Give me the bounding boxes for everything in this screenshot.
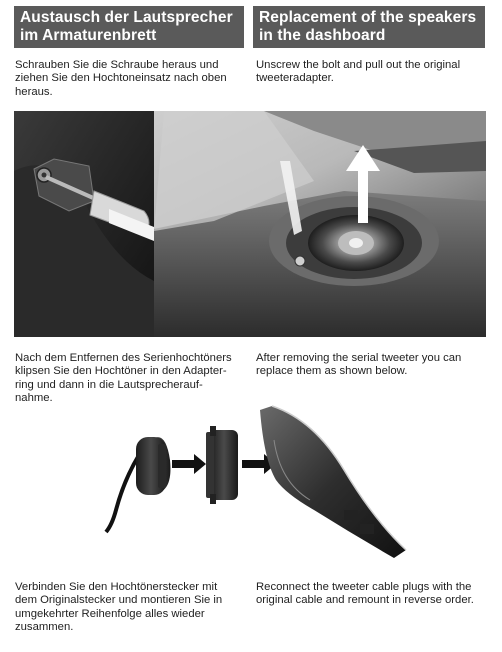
step2-text-german [15, 352, 244, 406]
step2-text-english [256, 352, 485, 379]
heading-english-line1: Replacement of the speakers [259, 9, 477, 26]
text-line: Unscrew the bolt and pull out the original [256, 59, 461, 71]
heading-german-line1: Austausch der Lautsprecher [20, 9, 233, 26]
heading-english-line2: in the dashboard [259, 27, 386, 44]
text-line: tweeteradapter. [256, 72, 334, 85]
arrow-right-icon [172, 454, 206, 474]
tweeter-assembly-illustration [14, 400, 486, 570]
text-line: zusammen. [15, 621, 74, 634]
text-line: umgekehrter Reihenfolge alles wieder [15, 607, 205, 620]
text-line: Nach dem Entfernen des Serienhochtöners [15, 352, 232, 364]
heading-english [253, 6, 485, 48]
step3-text-english [256, 581, 485, 608]
text-line: original cable and remount in reverse order. [256, 594, 474, 607]
text-line: Reconnect the tweeter cable plugs with the [256, 581, 472, 593]
text-line: klipsen Sie den Hochtöner in den Adapter- [15, 365, 227, 378]
step1-text-english [256, 59, 485, 86]
tweeter-part [106, 437, 170, 532]
text-line: Schrauben Sie die Schraube heraus und [15, 59, 219, 71]
text-line: After removing the serial tweeter you can [256, 352, 462, 364]
text-line: Verbinden Sie den Hochtönerstecker mit [15, 581, 218, 593]
adapter-ring-part [206, 426, 238, 504]
step1-text-german [15, 59, 244, 99]
text-line: ring und dann in die Lautsprecherauf- [15, 378, 203, 391]
step3-text-german [15, 581, 244, 635]
speaker-housing-part [260, 406, 406, 558]
screwdriver-inset-photo [14, 111, 154, 337]
text-line: dem Originalstecker und montieren Sie in [15, 594, 223, 607]
text-line: heraus. [15, 85, 53, 98]
text-line: nahme. [15, 392, 53, 405]
heading-german [14, 6, 244, 48]
text-line: ziehen Sie den Hochtoneinsatz nach oben [15, 72, 227, 85]
text-line: replace them as shown below. [256, 365, 408, 378]
heading-german-line2: im Armaturenbrett [20, 27, 157, 44]
